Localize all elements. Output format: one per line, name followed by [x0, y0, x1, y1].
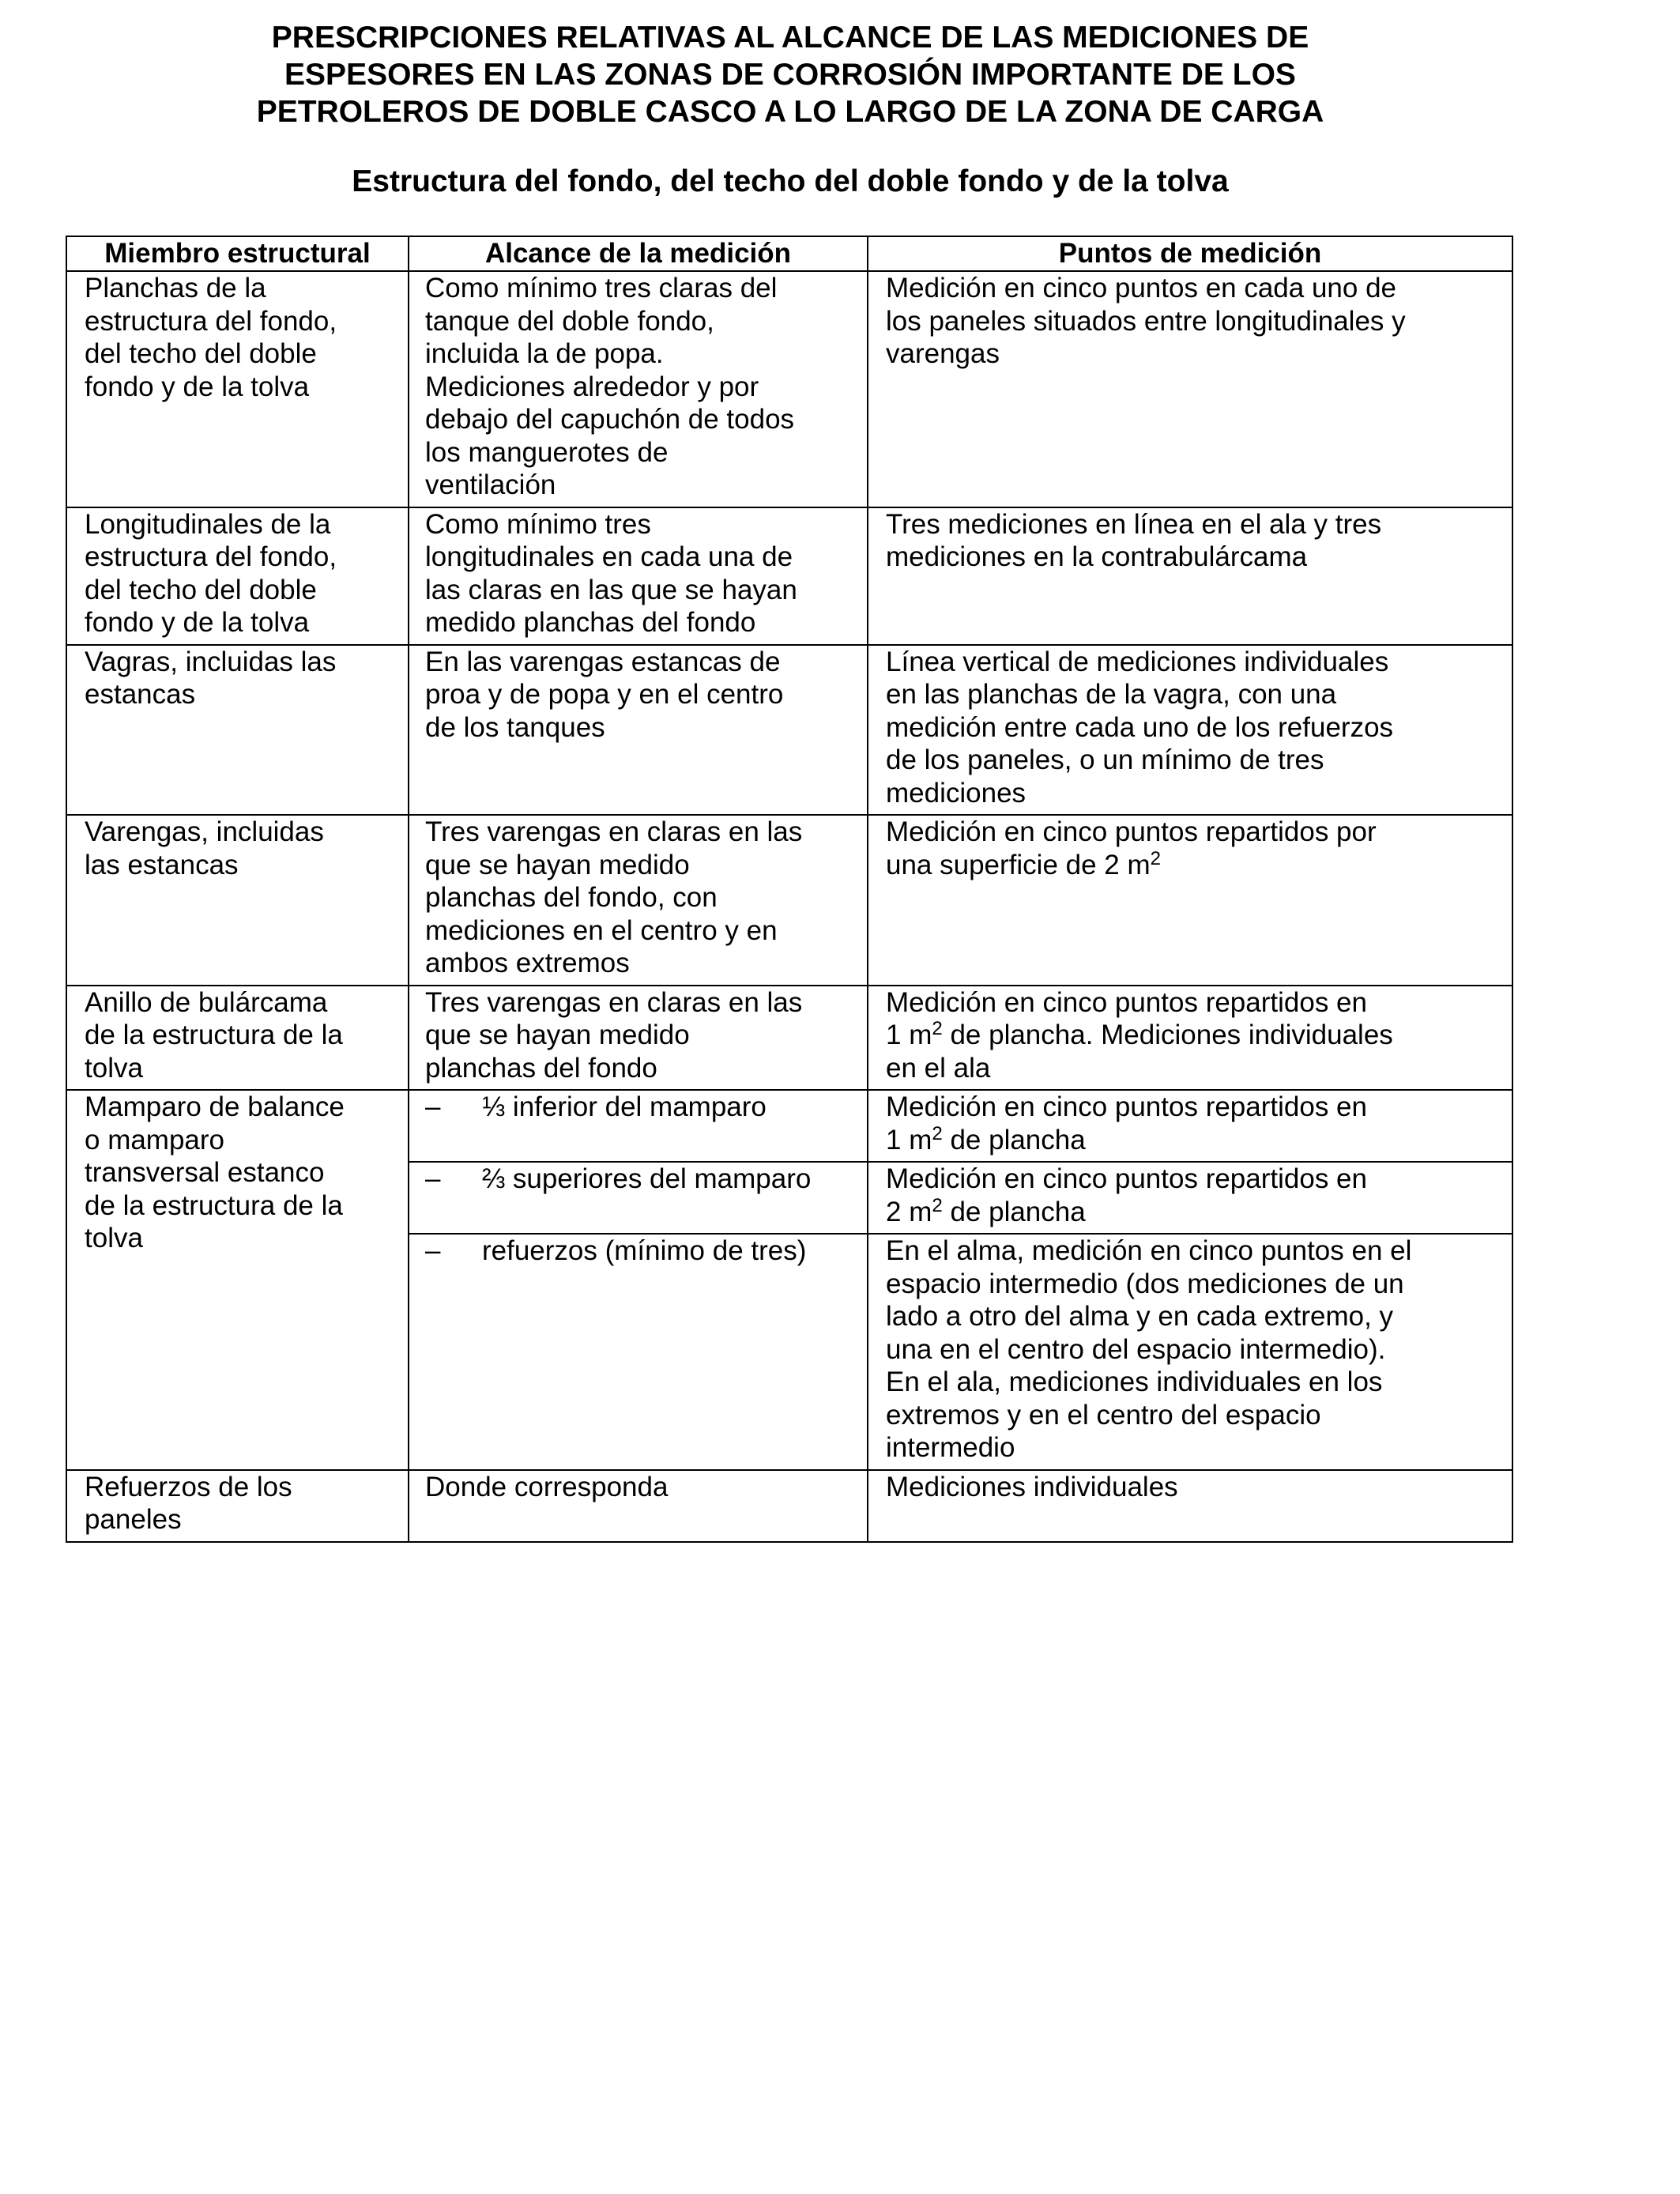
- cell-line: las claras en las que se hayan: [425, 574, 797, 605]
- cell-line: que se hayan medido: [425, 1020, 690, 1050]
- points-cell: [868, 1234, 1512, 1470]
- scope-cell: [409, 986, 868, 1091]
- table-row: [66, 1470, 1512, 1542]
- cell-line: fondo y de la tolva: [85, 607, 310, 638]
- column-header-points: Puntos de medición: [868, 236, 1512, 271]
- cell-line: estructura del fondo,: [85, 541, 337, 572]
- points-cell: [868, 271, 1512, 507]
- cell-line: los paneles situados entre longitudinales y: [886, 305, 1406, 337]
- cell-line: [886, 1124, 1507, 1157]
- cell-line: los manguerotes de: [425, 436, 669, 468]
- cell-line: Línea vertical de mediciones individuales: [886, 646, 1389, 677]
- cell-line: [425, 1163, 862, 1196]
- cell-line: Donde corresponda: [425, 1471, 669, 1502]
- cell-text: 2 m: [886, 1196, 932, 1227]
- cell-line: tolva: [85, 1223, 143, 1253]
- scope-cell: [409, 645, 868, 816]
- scope-cell: [409, 1162, 868, 1234]
- cell-line: [886, 1019, 1507, 1052]
- cell-line: fondo y de la tolva: [85, 371, 310, 402]
- cell-line: Varengas, incluidas: [85, 816, 324, 847]
- table-header-row: [66, 236, 1512, 271]
- cell-line: del techo del doble: [85, 338, 317, 369]
- column-header-member: Miembro estructural: [66, 236, 409, 271]
- member-cell: [66, 645, 409, 816]
- cell-line: [886, 849, 1507, 882]
- table-row: [66, 645, 1512, 816]
- cell-line: Vagras, incluidas las: [85, 646, 337, 677]
- cell-text: refuerzos (mínimo de tres): [482, 1235, 807, 1266]
- cell-line: Mediciones individuales: [886, 1471, 1178, 1502]
- table-row: [66, 986, 1512, 1091]
- cell-line: Planchas de la: [85, 273, 266, 303]
- dash-bullet: –: [425, 1235, 441, 1266]
- cell-line: [425, 1235, 862, 1268]
- cell-line: espacio intermedio (dos mediciones de un: [886, 1268, 1404, 1299]
- cell-line: debajo del capuchón de todos: [425, 404, 795, 435]
- cell-line: Como mínimo tres claras del: [425, 273, 778, 303]
- document-title: [47, 19, 1533, 130]
- table-row: [66, 1090, 1512, 1162]
- cell-line: incluida la de popa.: [425, 338, 664, 369]
- superscript: 2: [1150, 847, 1161, 869]
- superscript: 2: [932, 1194, 943, 1216]
- dash-bullet: –: [425, 1163, 441, 1194]
- column-header-scope: Alcance de la medición: [409, 236, 868, 271]
- cell-text: de plancha. Mediciones individuales: [942, 1020, 1393, 1050]
- points-cell: [868, 986, 1512, 1091]
- cell-line: Longitudinales de la: [85, 508, 331, 540]
- cell-line: Anillo de bulárcama: [85, 986, 328, 1018]
- cell-line: de los tanques: [425, 711, 605, 743]
- cell-line: mediciones: [886, 777, 1026, 809]
- cell-line: tanque del doble fondo,: [425, 305, 714, 337]
- scope-cell: [409, 271, 868, 507]
- cell-line: [425, 1091, 862, 1124]
- cell-text: ⅔ superiores del mamparo: [482, 1163, 812, 1194]
- measurement-table: [66, 236, 1513, 1543]
- cell-line: Como mínimo tres: [425, 508, 651, 540]
- member-cell: [66, 507, 409, 645]
- scope-cell: [409, 1470, 868, 1542]
- member-cell: [66, 986, 409, 1091]
- points-cell: [868, 1162, 1512, 1234]
- cell-line: mediciones en la contrabulárcama: [886, 541, 1308, 572]
- cell-line: una en el centro del espacio intermedio).: [886, 1333, 1386, 1365]
- member-cell: [66, 815, 409, 986]
- cell-line: en el ala: [886, 1052, 991, 1084]
- cell-line: Mamparo de balance: [85, 1091, 345, 1122]
- cell-line: paneles: [85, 1504, 182, 1535]
- cell-line: En las varengas estancas de: [425, 646, 781, 677]
- cell-line: Tres varengas en claras en las: [425, 816, 803, 847]
- cell-text: de plancha: [942, 1196, 1086, 1227]
- cell-line: que se hayan medido: [425, 849, 690, 880]
- points-cell: [868, 645, 1512, 816]
- cell-line: las estancas: [85, 849, 239, 880]
- cell-text: 1 m: [886, 1124, 932, 1155]
- cell-line: Refuerzos de los: [85, 1471, 292, 1502]
- cell-line: Medición en cinco puntos en cada uno de: [886, 273, 1397, 303]
- cell-text: 1 m: [886, 1020, 932, 1050]
- cell-text: una superficie de 2 m: [886, 849, 1151, 880]
- cell-line: medición entre cada uno de los refuerzos: [886, 711, 1394, 743]
- cell-text: de plancha: [942, 1124, 1086, 1155]
- cell-line: Medición en cinco puntos repartidos en: [886, 1091, 1367, 1122]
- points-cell: [868, 1470, 1512, 1542]
- cell-line: transversal estanco: [85, 1157, 325, 1188]
- cell-line: Medición en cinco puntos repartidos en: [886, 986, 1367, 1018]
- cell-line: En el ala, mediciones individuales en los: [886, 1367, 1383, 1397]
- table-row: [66, 507, 1512, 645]
- table-row: [66, 815, 1512, 986]
- superscript: 2: [932, 1122, 943, 1144]
- cell-line: En el alma, medición en cinco puntos en el: [886, 1235, 1412, 1266]
- cell-line: extremos y en el centro del espacio: [886, 1399, 1321, 1431]
- member-cell: [66, 271, 409, 507]
- cell-line: medido planchas del fondo: [425, 607, 756, 638]
- cell-line: Tres mediciones en línea en el ala y tres: [886, 508, 1382, 540]
- points-cell: [868, 1090, 1512, 1162]
- cell-line: estructura del fondo,: [85, 305, 337, 337]
- dash-bullet: –: [425, 1091, 441, 1122]
- cell-line: tolva: [85, 1052, 143, 1084]
- points-cell: [868, 815, 1512, 986]
- cell-line: Tres varengas en claras en las: [425, 986, 803, 1018]
- title-line: PETROLEROS DE DOBLE CASCO A LO LARGO DE LA ZONA DE CARGA: [256, 95, 1324, 129]
- cell-line: Mediciones alrededor y por: [425, 371, 759, 402]
- scope-cell: [409, 815, 868, 986]
- cell-line: de la estructura de la: [85, 1189, 343, 1221]
- cell-text: ⅓ inferior del mamparo: [482, 1091, 767, 1122]
- scope-cell: [409, 507, 868, 645]
- title-line: ESPESORES EN LAS ZONAS DE CORROSIÓN IMPORTANTE DE LOS: [284, 58, 1296, 92]
- table-row: [66, 271, 1512, 507]
- cell-line: longitudinales en cada una de: [425, 541, 793, 572]
- title-line: PRESCRIPCIONES RELATIVAS AL ALCANCE DE LAS MEDICIONES DE: [271, 21, 1309, 55]
- section-subtitle: Estructura del fondo, del techo del doble fondo y de la tolva: [352, 164, 1229, 198]
- cell-line: lado a otro del alma y en cada extremo, y: [886, 1301, 1394, 1332]
- member-cell: [66, 1470, 409, 1542]
- points-cell: [868, 507, 1512, 645]
- cell-line: varengas: [886, 338, 1000, 369]
- cell-line: de la estructura de la: [85, 1020, 343, 1050]
- cell-line: ambos extremos: [425, 948, 630, 978]
- cell-line: [886, 1196, 1507, 1229]
- cell-line: planchas del fondo, con: [425, 882, 718, 913]
- cell-line: ventilación: [425, 469, 556, 500]
- cell-line: en las planchas de la vagra, con una: [886, 679, 1337, 710]
- cell-line: del techo del doble: [85, 574, 317, 605]
- cell-line: intermedio: [886, 1432, 1015, 1463]
- cell-line: estancas: [85, 679, 196, 710]
- cell-line: mediciones en el centro y en: [425, 914, 778, 946]
- cell-line: o mamparo: [85, 1124, 225, 1155]
- scope-cell: [409, 1234, 868, 1470]
- cell-line: planchas del fondo: [425, 1052, 657, 1084]
- cell-line: Medición en cinco puntos repartidos en: [886, 1163, 1367, 1194]
- scope-cell: [409, 1090, 868, 1162]
- cell-line: proa y de popa y en el centro: [425, 679, 784, 710]
- cell-line: de los paneles, o un mínimo de tres: [886, 745, 1324, 775]
- superscript: 2: [932, 1018, 943, 1039]
- cell-line: Medición en cinco puntos repartidos por: [886, 816, 1377, 847]
- member-cell: [66, 1090, 409, 1470]
